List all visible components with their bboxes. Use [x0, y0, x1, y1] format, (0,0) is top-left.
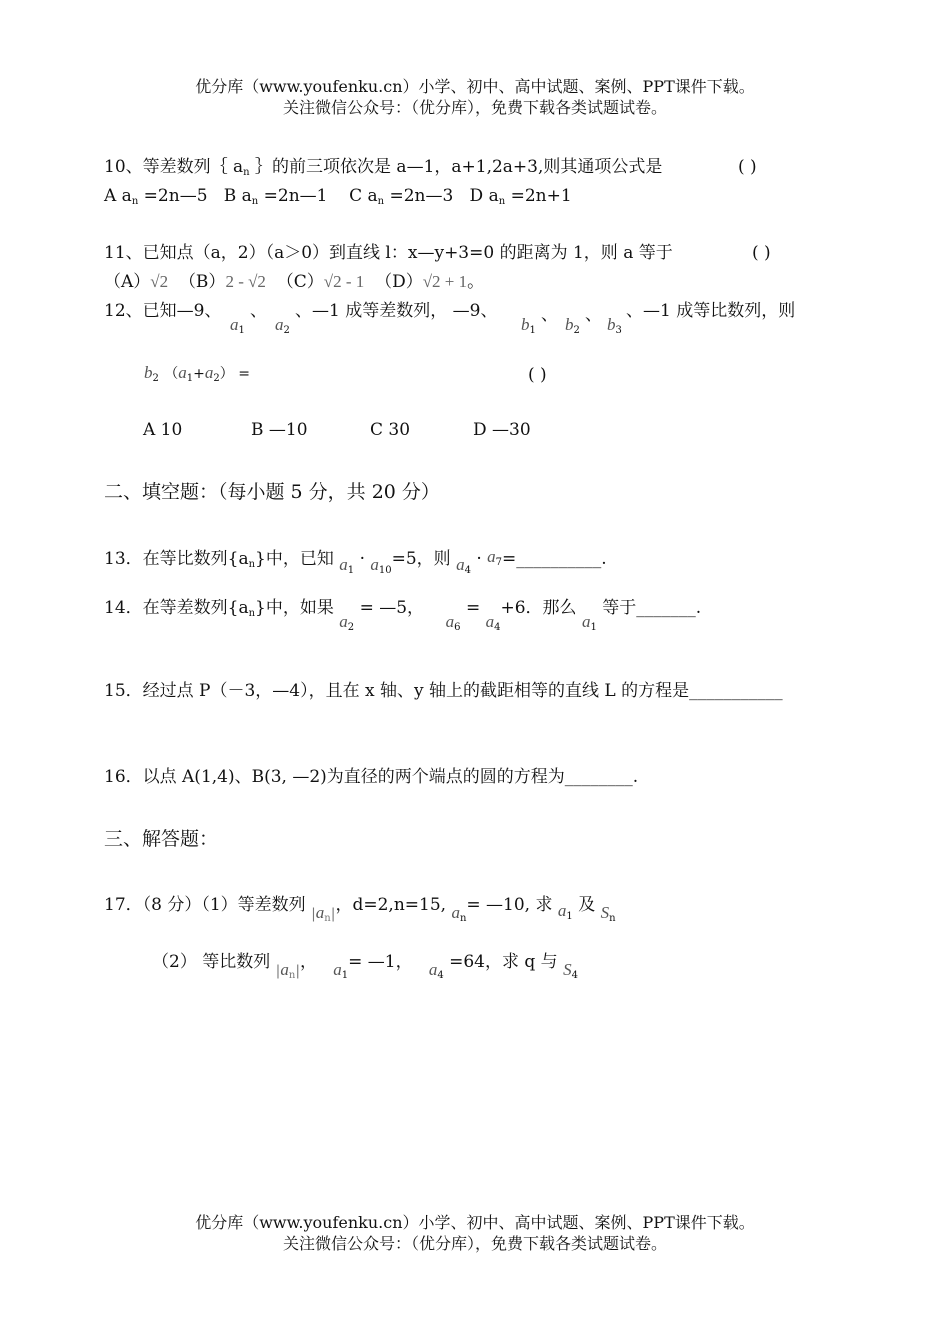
question-13: 13．在等比数列$\{a_n\}$中，已知 $a_1 \cdot a_{10}=5$，则 $a_4$ · $a_7=\_\_\_\_\_\_\_\_\_\_$.	[104, 547, 607, 576]
question-10-options	[104, 185, 572, 213]
header-line-1: 优分库（www.youfenku.cn）小学、初中、高中试题、案例、PPT课件下载。	[195, 77, 755, 96]
option-d: D $a_n =2n+1$	[469, 186, 572, 207]
q12-option-b: B —10	[251, 420, 308, 440]
q12-stem-end: 、—1 成等比数列，则	[626, 301, 796, 321]
question-16: 16．以点 A(1,4)、B(3, —2)为直径的两个端点的圆的方程为________.	[104, 767, 639, 787]
question-14: 14．在等差数列$\{a_n\}$中，如果 $a_2$ = —5， $a_6 = a_4+6$．那么 $a_1$ 等于_______.	[104, 598, 702, 633]
option-c: C $a_n$ =2n—3	[349, 186, 454, 207]
q12-sep2: 、—1 成等差数列， —9、	[295, 301, 498, 321]
q12-sep4: 、	[585, 305, 602, 325]
footer-line-2: 关注微信公众号：（优分库），免费下载各类试题试卷。	[282, 1234, 667, 1253]
footer-line-1: 优分库（www.youfenku.cn）小学、初中、高中试题、案例、PPT课件下载。	[195, 1213, 755, 1232]
q12-a1: $a_1$	[230, 315, 245, 336]
question-17-part-1: 17．（8 分）（1）等差数列 $_{|a_n|}$，d=2,n=15, $a_n=$ —10, 求 $a_1$ 及 $S_n$	[104, 895, 616, 924]
q12-option-a: A 10	[143, 420, 183, 440]
q12-b3: $b_3$	[607, 315, 622, 336]
q12-option-d: D —30	[473, 420, 531, 440]
section-solve-heading: 三、解答题：	[104, 828, 219, 850]
q12-b1: $b_1$	[521, 315, 536, 336]
section-fill-in-blank-heading: 二、填空题：（每小题 5 分，共 20 分）	[104, 481, 440, 503]
option-a: A $a_n$ =2n—5	[104, 186, 208, 207]
option-c-value: √2 - 1	[323, 272, 365, 291]
q12-sep3: 、	[541, 305, 558, 325]
option-b: B $a_n$ =2n—1	[223, 186, 328, 207]
question-11-stem: 11、已知点（a，2）（a＞0）到直线 l：x—y+3=0 的距离为 1，则 a 等于	[104, 243, 673, 263]
q12-sep1: 、	[250, 301, 267, 321]
q12-option-c: C 30	[370, 420, 411, 440]
option-b-value: 2 - √2	[225, 272, 266, 291]
question-12-expression: $b_2$ $(a_1+a_2)$ =	[144, 363, 250, 384]
option-a-value: √2	[150, 272, 169, 291]
question-11-options: （A）√2 （B）2 - √2 （C）√2 - 1 （D）√2 + 1。	[104, 272, 485, 292]
q12-b2: $b_2$	[565, 315, 580, 336]
question-15: 15．经过点 P（－3，—4），且在 x 轴、y 轴上的截距相等的直线 L 的方程是___________	[104, 681, 783, 701]
header-line-2: 关注微信公众号：（优分库），免费下载各类试题试卷。	[282, 98, 667, 117]
q12-a2: $a_2$	[275, 315, 290, 336]
question-10-stem: 10、等差数列｛ $a_n$ ｝的前三项依次是 a—1，a+1,2a+3,则其通项公式是	[104, 157, 663, 178]
question-12-stem: 12、已知—9、	[104, 301, 222, 321]
question-17-part-2: （2） 等比数列 $_{|a_n|}$， $a_1=$ —1， $a_4 =64$，求 q 与 $S_4$	[152, 952, 578, 981]
question-11-answer-blank: ( )	[752, 243, 771, 263]
question-10-answer-blank: ( )	[738, 157, 757, 177]
option-d-value: √2 + 1	[422, 272, 468, 291]
question-12-answer-blank: ( )	[528, 365, 547, 385]
